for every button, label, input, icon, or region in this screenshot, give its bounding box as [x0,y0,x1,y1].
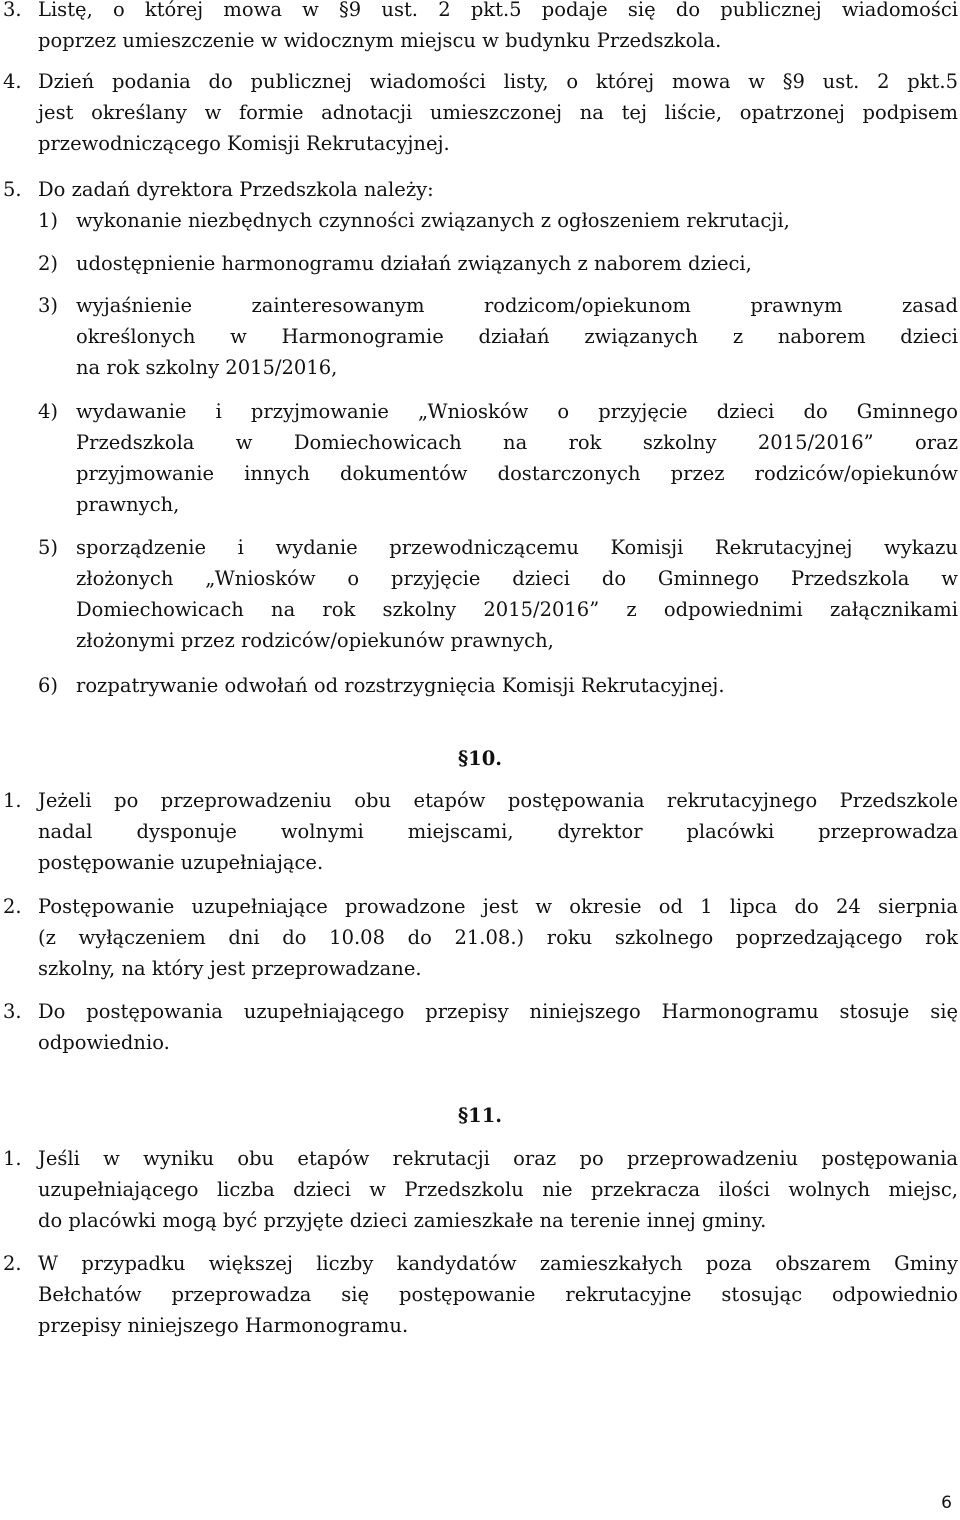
paragraph-3 [0,0,958,56]
list-number: 1. [3,1147,22,1170]
list-number: 1. [3,789,22,812]
text-line: wydawanie i przyjmowanie „Wniosków o przyjęcie dzieci do Gminnego [76,400,958,423]
list-number: 3. [3,1000,22,1023]
s10-item-3 [0,996,958,1058]
text-line: przepisy niniejszego Harmonogramu. [38,1314,409,1337]
paragraph-4 [0,66,958,159]
list-number: 1) [38,209,59,232]
list-number: 2. [3,895,22,918]
text-line: prawnych, [76,493,180,516]
text-line: postępowanie uzupełniające. [38,851,324,874]
text-line: sporządzenie i wydanie przewodniczącemu Komisji Rekrutacyjnej wykazu [76,536,958,559]
paragraph-intro: Do zadań dyrektora Przedszkola należy: [38,178,434,201]
text-line: jest określany w formie adnotacji umieszczonej na tej liście, opatrzonej podpisem [38,101,958,124]
text-line: Postępowanie uzupełniające prowadzone jest w okresie od 1 lipca do 24 sierpnia [38,895,958,918]
p5-item-5 [0,532,958,656]
list-number: 2) [38,252,59,275]
text-line: Jeśli w wyniku obu etapów rekrutacji oraz po przeprowadzeniu postępowania [38,1147,958,1170]
p5-item-4 [0,396,958,520]
s11-item-1 [0,1143,958,1236]
text-line: złożonymi przez rodziców/opiekunów prawnych, [76,629,554,652]
text-line: przyjmowanie innych dokumentów dostarczonych przez rodziców/opiekunów [76,462,958,485]
s10-item-2 [0,891,958,984]
text-line: Przedszkola w Domiechowicach na rok szkolny 2015/2016” oraz [76,431,958,454]
s10-item-1 [0,785,958,878]
list-number: 5) [38,536,59,559]
p5-item-6 [0,670,958,701]
s11-item-2 [0,1248,958,1341]
text-line: złożonych „Wniosków o przyjęcie dzieci do Gminnego Przedszkola w [76,567,958,590]
text-line: wyjaśnienie zainteresowanym rodzicom/opiekunom prawnym zasad [76,294,958,317]
text-line: przewodniczącego Komisji Rekrutacyjnej. [38,132,450,155]
text-line: Domiechowicach na rok szkolny 2015/2016” z odpowiednimi załącznikami [76,598,958,621]
text-line: określonych w Harmonogramie działań związanych z naborem dzieci [76,325,958,348]
p5-item-3 [0,290,958,383]
text-line: poprzez umieszczenie w widocznym miejscu w budynku Przedszkola. [38,29,722,52]
text-line: Do postępowania uzupełniającego przepisy niniejszego Harmonogramu stosuje się [38,1000,958,1023]
text-line: odpowiednio. [38,1031,170,1054]
text-line: Dzień podania do publicznej wiadomości listy, o której mowa w §9 ust. 2 pkt.5 [38,70,958,93]
text-line: szkolny, na który jest przeprowadzane. [38,957,422,980]
text-line: uzupełniającego liczba dzieci w Przedszkolu nie przekracza ilości wolnych miejsc, [38,1178,958,1201]
p5-item-1 [0,205,958,236]
p5-item-2 [0,248,958,279]
text-line: do placówki mogą być przyjęte dzieci zamieszkałe na terenie innej gminy. [38,1209,767,1232]
list-number: 6) [38,674,59,697]
text-line: (z wyłączeniem dni do 10.08 do 21.08.) roku szkolnego poprzedzającego rok [38,926,958,949]
text-line: Listę, o której mowa w §9 ust. 2 pkt.5 podaje się do publicznej wiadomości [38,0,958,21]
list-number: 4) [38,400,59,423]
text-line: rozpatrywanie odwołań od rozstrzygnięcia Komisji Rekrutacyjnej. [76,674,725,697]
page-number: 6 [941,1493,952,1513]
text-line: nadal dysponuje wolnymi miejscami, dyrektor placówki przeprowadza [38,820,958,843]
paragraph-number: 4. [3,70,22,93]
text-line: wykonanie niezbędnych czynności związanych z ogłoszeniem rekrutacji, [76,209,790,232]
paragraph-number: 3. [3,0,22,21]
text-line: Bełchatów przeprowadza się postępowanie rekrutacyjne stosując odpowiednio [38,1283,958,1306]
text-line: udostępnienie harmonogramu działań związanych z naborem dzieci, [76,252,752,275]
text-line: Jeżeli po przeprowadzeniu obu etapów postępowania rekrutacyjnego Przedszkole [38,789,958,812]
list-number: 2. [3,1252,22,1275]
text-line: na rok szkolny 2015/2016, [76,356,338,379]
paragraph-5 [0,174,958,205]
text-line: W przypadku większej liczby kandydatów zamieszkałych poza obszarem Gminy [38,1252,958,1275]
section-10-heading: §10. [457,747,503,770]
section-11-heading: §11. [457,1104,503,1127]
list-number: 3) [38,294,59,317]
paragraph-number: 5. [3,178,22,201]
